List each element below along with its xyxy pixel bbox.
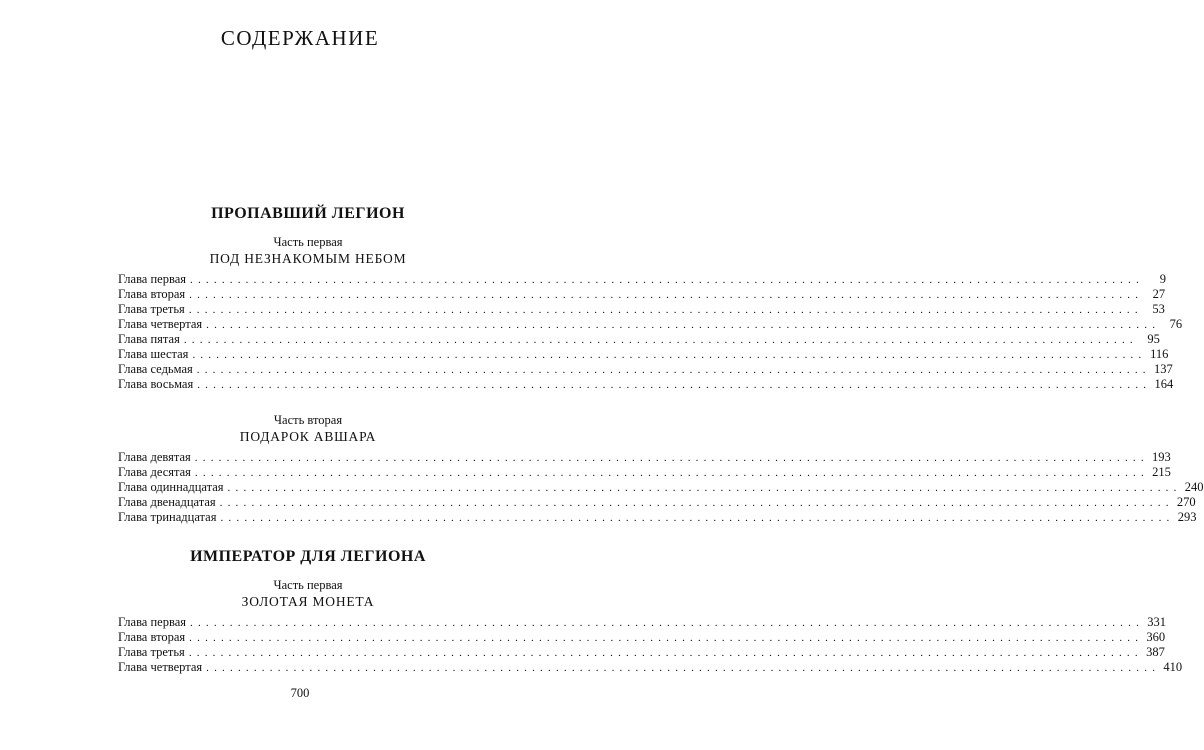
chapter-page: 137 <box>1154 362 1173 376</box>
chapter-label: Глава пятая <box>118 332 180 346</box>
toc-entry[interactable] <box>118 347 1169 362</box>
dot-leader: ........................................................................................................................ <box>190 274 1145 286</box>
chapter-label: Глава восьмая <box>118 377 194 391</box>
dot-leader: ........................................................................................................................ <box>190 617 1145 629</box>
book-title: ИМПЕРАТОР ДЛЯ ЛЕГИОНА <box>190 548 426 565</box>
toc-entry[interactable] <box>118 450 1171 465</box>
chapter-label: Глава вторая <box>118 287 186 301</box>
chapter-page: 270 <box>1176 495 1196 509</box>
chapter-label: Глава четвертая <box>118 317 203 331</box>
chapter-label: Глава первая <box>118 272 187 286</box>
dot-leader: ........................................................................................................................ <box>197 379 1152 391</box>
chapter-label: Глава девятая <box>118 450 191 464</box>
chapter-page: 387 <box>1146 645 1165 659</box>
chapter-page: 331 <box>1147 615 1167 629</box>
part-label: Часть первая <box>273 235 343 249</box>
part-section <box>118 234 1183 392</box>
part-title: ЗОЛОТАЯ МОНЕТА <box>241 594 375 609</box>
chapter-page: 215 <box>1152 465 1171 479</box>
book-section-1 <box>118 202 1204 525</box>
toc-entry[interactable] <box>118 465 1171 480</box>
chapter-label: Глава двенадцатая <box>118 495 216 509</box>
toc-entry[interactable] <box>118 615 1167 630</box>
page-title: СОДЕРЖАНИЕ <box>220 26 380 50</box>
chapter-label: Глава шестая <box>118 347 189 361</box>
chapter-page: 95 <box>1147 332 1160 346</box>
book-title: ПРОПАВШИЙ ЛЕГИОН <box>211 205 405 222</box>
dot-leader: ........................................................................................................................ <box>192 349 1147 361</box>
toc-entry[interactable] <box>118 510 1197 525</box>
chapter-label: Глава третья <box>118 645 185 659</box>
toc-entry[interactable] <box>118 332 1160 347</box>
spacer <box>118 392 498 404</box>
toc-entry[interactable] <box>118 495 1196 510</box>
toc-entry[interactable] <box>118 317 1183 332</box>
part-section <box>118 412 1204 525</box>
chapter-label: Глава десятая <box>118 465 191 479</box>
toc-entry[interactable] <box>118 302 1165 317</box>
toc-entry[interactable] <box>118 660 1183 675</box>
chapter-label: Глава одиннадцатая <box>118 480 224 494</box>
chapter-page: 360 <box>1146 630 1166 644</box>
dot-leader: ........................................................................................................................ <box>227 482 1182 494</box>
part-title: ПОД НЕЗНАКОМЫМ НЕБОМ <box>209 251 407 266</box>
chapter-page: 9 <box>1159 272 1167 286</box>
chapter-page: 116 <box>1150 347 1169 361</box>
page-number: 700 <box>290 686 310 700</box>
dot-leader: ........................................................................................................................ <box>206 662 1161 674</box>
dot-leader: ........................................................................................................................ <box>188 647 1143 659</box>
dot-leader: ........................................................................................................................ <box>196 364 1151 376</box>
part-title: ПОДАРОК АВШАРА <box>239 429 377 444</box>
dot-leader: ........................................................................................................................ <box>188 304 1143 316</box>
chapter-label: Глава вторая <box>118 630 186 644</box>
toc-entry[interactable] <box>118 377 1174 392</box>
part-section <box>118 577 1183 675</box>
dot-leader: ........................................................................................................................ <box>220 512 1175 524</box>
dot-leader: ........................................................................................................................ <box>219 497 1174 509</box>
dot-leader: ........................................................................................................................ <box>194 467 1149 479</box>
dot-leader: ........................................................................................................................ <box>183 334 1138 346</box>
toc-entry[interactable] <box>118 645 1165 660</box>
chapter-label: Глава первая <box>118 615 187 629</box>
chapter-page: 193 <box>1152 450 1171 464</box>
chapter-page: 27 <box>1152 287 1166 301</box>
chapter-page: 293 <box>1177 510 1197 524</box>
chapter-label: Глава третья <box>118 302 185 316</box>
toc-entry[interactable] <box>118 287 1166 302</box>
part-label: Часть первая <box>273 578 343 592</box>
book-section-2 <box>118 545 1183 675</box>
toc-entry[interactable] <box>118 362 1173 377</box>
chapter-page: 240 <box>1184 480 1204 494</box>
toc-entry[interactable] <box>118 480 1204 495</box>
toc-entry[interactable] <box>118 630 1166 645</box>
dot-leader: ........................................................................................................................ <box>194 452 1149 464</box>
chapter-page: 53 <box>1152 302 1165 316</box>
chapter-label: Глава седьмая <box>118 362 193 376</box>
dot-leader: ........................................................................................................................ <box>189 632 1144 644</box>
chapter-page: 410 <box>1163 660 1183 674</box>
part-label: Часть вторая <box>273 413 343 427</box>
chapter-page: 164 <box>1154 377 1174 391</box>
dot-leader: ........................................................................................................................ <box>206 319 1161 331</box>
chapter-page: 76 <box>1169 317 1183 331</box>
chapter-label: Глава четвертая <box>118 660 203 674</box>
toc-entry[interactable] <box>118 272 1167 287</box>
dot-leader: ........................................................................................................................ <box>189 289 1144 301</box>
chapter-label: Глава тринадцатая <box>118 510 217 524</box>
